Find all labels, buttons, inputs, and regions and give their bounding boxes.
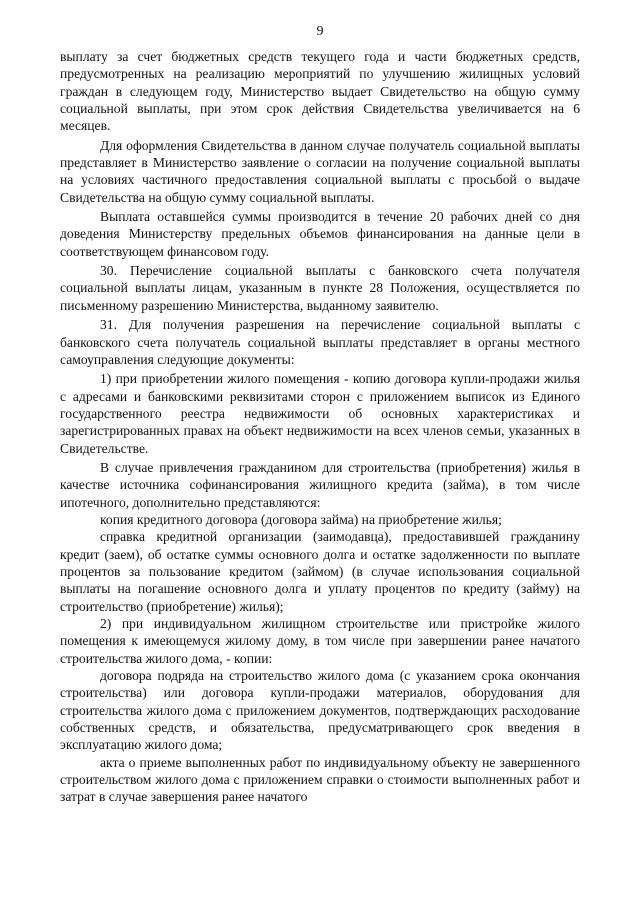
paragraph-item-30: 30. Перечисление социальной выплаты с банковского счета получателя социальной выплаты лицам, указанным в пункте 28 Положения, осуществляется по письменному разрешению Министерства, выданному заявителю. <box>60 263 580 313</box>
document-page <box>60 22 580 806</box>
paragraph-continuation: выплату за счет бюджетных средств текущего года и части бюджетных средств, предусмотренных на реализацию мероприятий по улучшению жилищных условий граждан в следующем году, Министерство выдает Свидетельство на общую сумму социальной выплаты, при этом срок действия Свидетельства увеличивается на 6 месяцев. <box>60 49 580 134</box>
paragraph-certificate-application: Для оформления Свидетельства в данном случае получатель социальной выплаты представляет в Министерство заявление о согласии на получение социальной выплаты на условиях частичного предоставления социальной выплаты с просьбой о выдаче Свидетельства на общую сумму социальной выплаты. <box>60 137 580 205</box>
paragraph-subitem-2: 2) при индивидуальном жилищном строительстве или пристройке жилого помещения к имеющемуся жилому дому, в том числе при завершении ранее начатого строительства жилого дома, - копии: <box>60 616 580 666</box>
paragraph-remaining-payment: Выплата оставшейся суммы производится в течение 20 рабочих дней со дня доведения Министерству предельных объемов финансирования на данные цели в соответствующем финансовом году. <box>60 209 580 259</box>
paragraph-credit-contract-copy: копия кредитного договора (договора займа) на приобретение жилья; <box>100 511 502 527</box>
paragraph-credit-case: В случае привлечения гражданином для строительства (приобретения) жилья в качестве источника софинансирования жилищного кредита (займа), в том числе ипотечного, дополнительно представляются: <box>60 459 580 510</box>
page-number: 9 <box>316 24 324 39</box>
paragraph-item-31: 31. Для получения разрешения на перечисление социальной выплаты с банковского счета получатель социальной выплаты представляет в органы местного самоуправления следующие документы: <box>60 317 580 367</box>
paragraph-subitem-1: 1) при приобретении жилого помещения - копию договора купли-продажи жилья с адресами и банковскими реквизитами сторон с приложением выписок из Единого государственного реестра недвижимости об основных характеристиках и зарегистрированных правах на объект недвижимости на всех членов семьи, указанных в Свидетельстве. <box>60 371 580 456</box>
paragraph-construction-contract: договора подряда на строительство жилого дома (с указанием срока окончания строительства) или договора купли-продажи материалов, оборудования для строительства жилого дома с приложением документов, подтверждающих расходование собственных средств, и обязательства, предусматривающего срок введения в эксплуатацию жилого дома; <box>60 668 580 753</box>
paragraph-bank-certificate: справка кредитной организации (заимодавца), предоставившей гражданину кредит (заем), об остатке суммы основного долга и остатке задолженности по выплате процентов за пользование кредитом (займом) (в случае использования социальной выплаты на погашение основного долга и уплату процентов по кредиту (займу) на строительство (приобретение) жилья); <box>60 529 580 614</box>
paragraph-acceptance-act: акта о приеме выполненных работ по индивидуальному объекту не завершенного строительством жилого дома с приложением справки о стоимости выполненных работ и затрат в случае завершения ранее начатого <box>60 754 580 805</box>
